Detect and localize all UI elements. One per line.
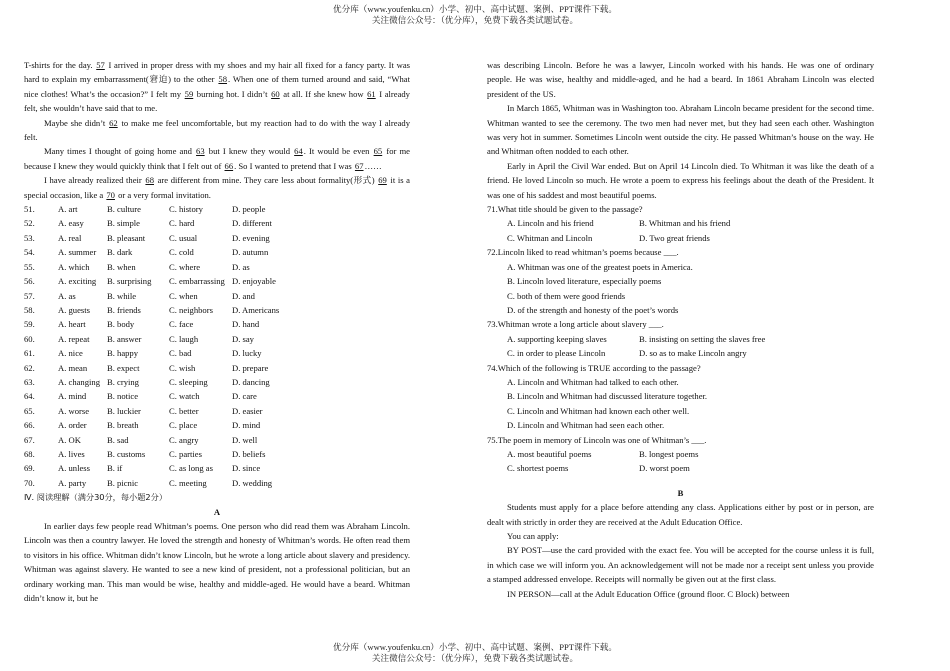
passage-b-paragraph-2: You can apply: [507,531,559,541]
cloze-text: I have already realized their [44,175,145,186]
cloze-options [24,202,410,490]
passage-b-label: B [677,487,684,498]
option-number: 59. [24,319,35,330]
answer-row [487,389,874,403]
option-d: D. lucky [232,348,262,359]
answer-option-a: A. supporting keeping slaves [507,333,607,344]
option-c: C. neighbors [169,304,213,315]
option-c: C. as long as [169,463,213,474]
passage-a-label: A [213,506,221,517]
answer-row [487,231,874,245]
option-c: C. face [169,319,194,330]
answer-option-a: A. Lincoln and his friend [507,218,594,229]
option-a: A. party [58,477,87,488]
cloze-blank: 69 [378,175,387,186]
option-number: 68. [24,448,35,459]
answer-option-d: D. Lincoln and Whitman had seen each other. [507,420,665,431]
answer-row [487,346,874,360]
cloze-option-row [24,389,410,403]
option-a: A. repeat [58,333,90,344]
option-a: A. lives [58,448,85,459]
answer-option-c: C. Lincoln and Whitman had known each other well. [507,405,690,416]
answer-option-b: B. Lincoln loved literature, especially poems [507,276,662,287]
option-c: C. embarrassing [169,276,225,287]
cloze-option-row [24,433,410,447]
option-d: D. care [232,391,257,402]
reading-section-title: Ⅳ. 阅读理解（满分30分，每小题2分） [24,492,168,503]
answer-row [487,418,874,432]
option-b: B. luckier [107,405,141,416]
answer-option-a: A. Lincoln and Whitman had talked to each other. [507,376,679,387]
question-stem: 72.Lincoln liked to read whitman’s poems because ___. [487,247,679,258]
question-stem: 73.Whitman wrote a long article about slavery ___. [487,319,664,330]
cloze-blank: 60 [271,88,280,99]
option-d: D. hand [232,319,260,330]
cloze-paragraph-1 [24,58,410,116]
header-line-2: 关注微信公众号：（优分库），免费下载各类试题试卷。 [371,15,579,25]
option-d: D. well [232,434,258,445]
option-c: C. parties [169,448,202,459]
option-number: 56. [24,276,35,287]
option-number: 62. [24,362,35,373]
option-a: A. OK [58,434,81,445]
option-a: A. worse [58,405,90,416]
option-c: C. when [169,290,198,301]
option-b: B. notice [107,391,139,402]
cloze-option-row [24,274,410,288]
option-a: A. real [58,232,82,243]
answer-option-d: D. worst poem [639,463,690,474]
question-stem: 74.Which of the following is TRUE according to the passage? [487,362,701,373]
option-d: D. mind [232,420,261,431]
option-number: 65. [24,405,35,416]
option-number: 54. [24,247,35,258]
cloze-text: or a very formal invitation. [115,189,211,200]
cloze-text: to make me feel uncomfortable, but my reaction had to do with the way I already felt. [24,117,410,143]
cloze-paragraph-3 [24,144,410,173]
option-d: D. prepare [232,362,269,373]
passage-b-paragraph-3: BY POST—use the card provided with the exact fee. You will be accepted for the course unless it is full, in which case we will inform you. An acknowledgement will not be made nor a receipt sent unless you provide a stamped addressed envelope. Receipts will normally be given out at the first class. [487,545,874,585]
cloze-text: are different from mine. They care less about formality(形式) [155,175,378,186]
cloze-option-row [24,418,410,432]
cloze-text: Many times I thought of going home and [44,146,196,157]
option-b: B. surprising [107,276,152,287]
option-b: B. while [107,290,137,301]
option-c: C. bad [169,348,192,359]
answer-row [487,274,874,288]
answer-row [487,303,874,317]
cloze-option-row [24,202,410,216]
option-d: D. and [232,290,255,301]
option-number: 53. [24,232,35,243]
passage-a-paragraph-1-cont: was describing Lincoln. Before he was a lawyer, Lincoln worked with his hands. He was one of ordinary people. He was wise, healthy and middle-aged, and he had a beard. In 1861 Abraham Lincoln was elected president of the US. [487,60,874,99]
option-b: B. body [107,319,135,330]
option-b: B. crying [107,376,139,387]
answer-row [487,260,874,274]
cloze-blank: 57 [96,60,105,70]
answer-option-c: C. in order to please Lincoln [507,348,606,359]
cloze-text: burning hot. I didn’t [194,88,271,99]
answer-option-a: A. most beautiful poems [507,448,592,459]
cloze-blank: 58 [218,74,228,85]
cloze-option-row [24,447,410,461]
option-a: A. exciting [58,276,97,287]
cloze-option-row [24,216,410,230]
option-a: A. as [58,290,76,301]
cloze-blank: 59 [184,88,194,99]
option-d: D. autumn [232,247,269,258]
option-b: B. expect [107,362,140,373]
option-number: 61. [24,348,35,359]
passage-a-paragraph-2: In March 1865, Whitman was in Washington too. Abraham Lincoln became president for the second time. Whitman wanted to see the ceremony. The two men had never met, but they had seen each other. Washington was very hot in summer. Sometimes Lincoln went outside the city. He passed Whitman’s house on the way. He and Whitman often nodded to each other. [487,103,874,157]
page-header [0,4,950,26]
option-c: C. better [169,405,199,416]
cloze-blank: 66 [224,160,234,171]
cloze-text: . When one of them turned around and said, “What nice clothes! What’s the occasion?” I felt my [24,74,410,99]
option-b: B. breath [107,420,139,431]
cloze-text: T-shirts for the day. [24,60,96,70]
option-c: C. place [169,420,198,431]
option-d: D. easier [232,405,263,416]
option-d: D. evening [232,232,270,243]
option-number: 60. [24,333,35,344]
option-a: A. changing [58,376,101,387]
answer-option-d: D. so as to make Lincoln angry [639,348,747,359]
option-b: B. picnic [107,477,139,488]
cloze-blank: 62 [109,117,118,128]
footer-line-1: 优分库（www.youfenku.cn）小学、初中、高中试题、案例、PPT课件下载。 [333,642,617,652]
cloze-text: for me because I knew they would quickly think that I felt out of [24,146,410,171]
passage-b-paragraph-1: Students must apply for a place before attending any class. Applications either by post or in person, are dealt with strictly in order they are received at the Adult Education Office. [487,502,874,527]
option-b: B. dark [107,247,133,258]
option-a: A. easy [58,218,84,229]
option-d: D. as [232,261,250,272]
option-b: B. simple [107,218,140,229]
option-a: A. nice [58,348,83,359]
cloze-option-row [24,375,410,389]
cloze-option-row [24,361,410,375]
option-a: A. order [58,420,87,431]
option-c: C. cold [169,247,194,258]
right-column [487,58,874,601]
option-d: D. different [232,218,272,229]
option-b: B. customs [107,448,146,459]
option-a: A. summer [58,247,97,258]
option-number: 55. [24,261,35,272]
option-d: D. say [232,333,254,344]
cloze-option-row [24,289,410,303]
cloze-text: it is a special occasion, like a [24,175,410,200]
cloze-option-row [24,476,410,490]
cloze-text: Maybe she didn’t [44,117,109,128]
passage-b-paragraph-4: IN PERSON—call at the Adult Education Office (ground floor. C Block) between [507,588,790,599]
header-line-1: 优分库（www.youfenku.cn）小学、初中、高中试题、案例、PPT课件下载。 [333,4,617,14]
option-c: C. angry [169,434,199,445]
answer-row [487,289,874,303]
option-a: A. heart [58,319,86,330]
answer-option-c: C. both of them were good friends [507,290,626,301]
cloze-blank: 67 [354,160,364,171]
option-number: 51. [24,204,35,215]
left-column [24,58,410,605]
cloze-option-row [24,317,410,331]
option-c: C. meeting [169,477,207,488]
option-number: 58. [24,304,35,315]
option-number: 70. [24,477,35,488]
answer-option-c: C. Whitman and Lincoln [507,232,593,243]
answer-row [487,404,874,418]
option-number: 66. [24,420,35,431]
answer-option-b: B. longest poems [639,448,699,459]
answer-row [487,375,874,389]
answer-row [487,447,874,461]
option-c: C. history [169,204,203,215]
answer-row [487,332,874,346]
option-b: B. friends [107,304,141,315]
cloze-text: I arrived in proper dress with my shoes and my hair all fixed for a fancy party. It was hard to explain my embarrassment(窘迫) to the other [24,60,410,85]
option-a: A. which [58,261,90,272]
option-number: 57. [24,290,35,301]
option-a: A. unless [58,463,90,474]
cloze-option-row [24,231,410,245]
cloze-text: at all. If she knew how [280,88,367,99]
answer-row [487,216,874,230]
cloze-blank: 70 [106,189,115,200]
option-d: D. Americans [232,304,280,315]
option-d: D. wedding [232,477,273,488]
cloze-text: I already felt, she wouldn’t have said that to me. [24,88,410,114]
option-a: A. art [58,204,78,215]
cloze-option-row [24,346,410,360]
option-b: B. when [107,261,136,272]
cloze-option-row [24,303,410,317]
answer-row [487,461,874,475]
option-d: D. since [232,463,261,474]
option-c: C. usual [169,232,198,243]
option-c: C. watch [169,391,200,402]
answer-option-d: D. Two great friends [639,232,710,243]
option-c: C. sleeping [169,376,208,387]
option-number: 64. [24,391,35,402]
cloze-text: . It would be even [303,146,373,157]
cloze-blank: 68 [145,175,154,186]
option-b: B. sad [107,434,129,445]
cloze-blank: 63 [196,146,205,157]
question-stem: 75.The poem in memory of Lincoln was one of Whitman’s ___. [487,434,707,445]
option-d: D. beliefs [232,448,266,459]
passage-a-paragraph-1: In earlier days few people read Whitman’s poems. One person who did read them was Abraham Lincoln. Lincoln was then a country lawyer. He loved the strength and honesty of Whitman’s words. He often read them to visitors in his office. Whitman didn’t know Lincoln, but he wrote a long article about slavery and presidency. Whitman was against slavery. He wanted to see a new kind of president, not a professional politician, but an ordinary working man. This man would be wise, healthy and middle-aged. He would have a beard. Whitman didn’t know it, but he [24,521,410,604]
option-c: C. hard [169,218,195,229]
answer-option-b: B. insisting on setting the slaves free [639,333,766,344]
cloze-option-row [24,332,410,346]
cloze-blank: 65 [373,146,383,157]
option-b: B. pleasant [107,232,146,243]
cloze-option-row [24,245,410,259]
option-b: B. if [107,463,123,474]
cloze-option-row [24,404,410,418]
option-d: D. people [232,204,266,215]
option-d: D. enjoyable [232,276,276,287]
questions-block [487,202,874,476]
cloze-text: but I knew they would [205,146,294,157]
cloze-paragraph-4 [24,173,410,202]
question-stem: 71.What title should be given to the passage? [487,204,643,215]
option-b: B. answer [107,333,142,344]
answer-option-d: D. of the strength and honesty of the poet’s words [507,304,679,315]
answer-option-b: B. Lincoln and Whitman had discussed literature together. [507,391,708,402]
cloze-option-row [24,260,410,274]
footer-line-2: 关注微信公众号：（优分库），免费下载各类试题试卷。 [371,653,579,663]
answer-option-a: A. Whitman was one of the greatest poets in America. [507,261,693,272]
option-c: C. laugh [169,333,199,344]
cloze-text: …… [364,160,382,171]
cloze-paragraph-2 [24,116,410,145]
option-d: D. dancing [232,376,270,387]
option-number: 52. [24,218,35,229]
option-a: A. mean [58,362,88,373]
option-b: B. happy [107,348,139,359]
page-footer [0,642,950,664]
option-number: 67. [24,434,35,445]
option-c: C. where [169,261,201,272]
cloze-option-row [24,461,410,475]
cloze-blank: 61 [367,88,376,99]
answer-option-b: B. Whitman and his friend [639,218,731,229]
option-a: A. guests [58,304,90,315]
passage-a-paragraph-3: Early in April the Civil War ended. But on April 14 Lincoln died. To Whitman it was like the death of a friend. He loved Lincoln so much. He wrote a poem to express his feelings about the death of the President. It was one of his saddest and most beautiful poems. [487,160,874,200]
cloze-blank: 64 [294,146,303,157]
option-a: A. mind [58,391,87,402]
option-b: B. culture [107,204,141,215]
cloze-text: . So I wanted to pretend that I was [234,160,354,171]
option-number: 63. [24,376,35,387]
answer-option-c: C. shortest poems [507,463,569,474]
option-c: C. wish [169,362,196,373]
option-number: 69. [24,463,35,474]
